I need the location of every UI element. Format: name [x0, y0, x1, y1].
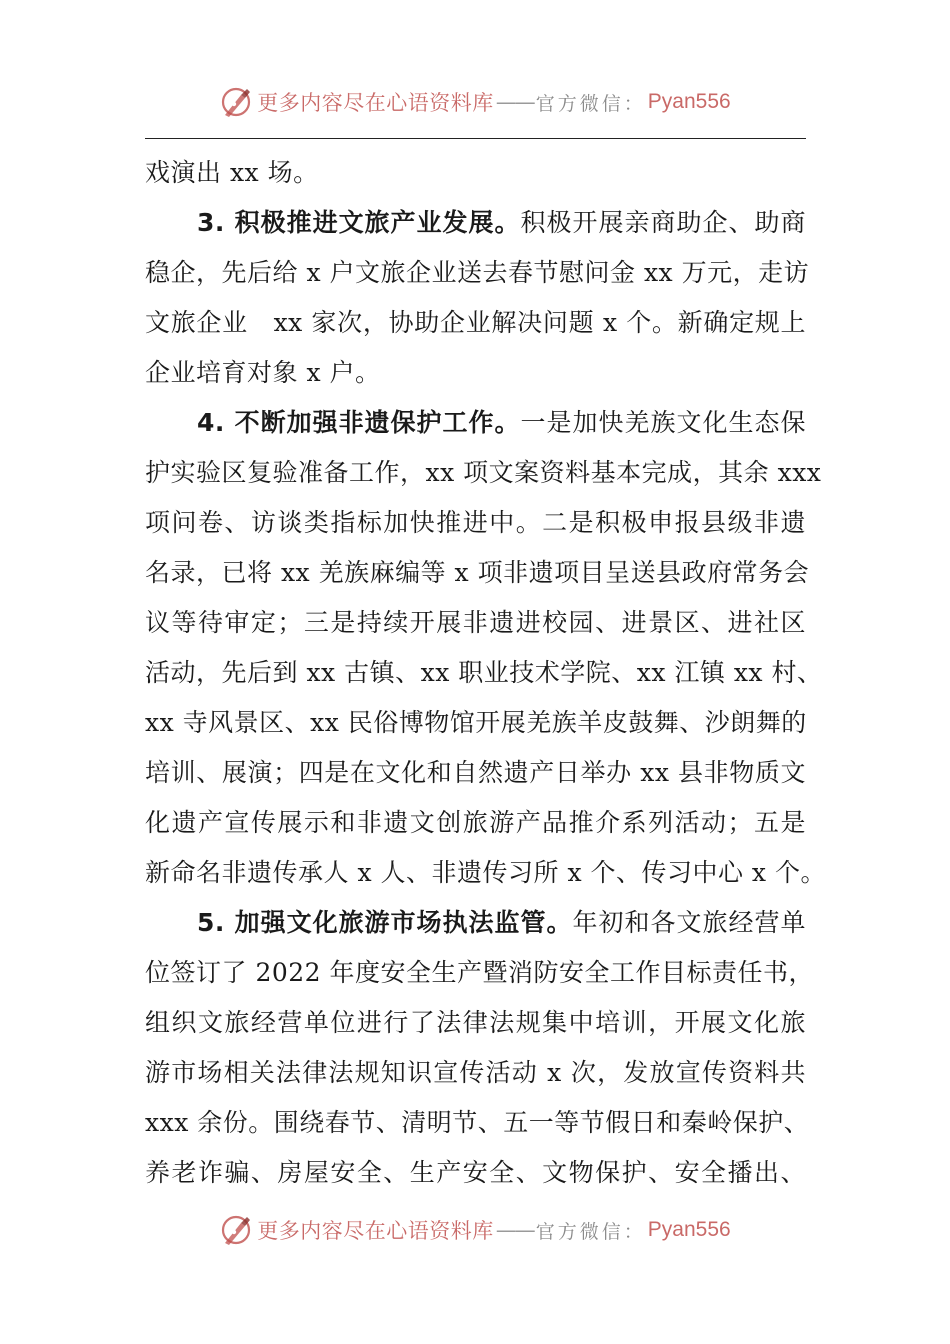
text-line: 戏演出 xx 场。 — [145, 158, 319, 187]
text-line: 议等待审定；三是持续开展非遗进校园、进景区、进社区 — [145, 608, 806, 637]
text-line: 游市场相关法律法规知识宣传活动 x 次，发放宣传资料共 — [145, 1058, 806, 1087]
text-line: 养老诈骗、房屋安全、生产安全、文物保护、安全播出、 — [145, 1158, 806, 1187]
watermark-brand: 更多内容尽在心语资料库 — [257, 1219, 494, 1243]
pen-logo-icon — [219, 1213, 253, 1247]
text-line: 名录，已将 xx 羌族麻编等 x 项非遗项目呈送县政府常务会 — [145, 558, 810, 587]
header-rule — [145, 138, 806, 139]
section-heading: 3. 积极推进文旅产业发展。 — [197, 208, 521, 237]
text-line: xx 寺风景区、xx 民俗博物馆开展羌族羊皮鼓舞、沙朗舞的 — [145, 708, 807, 737]
section-heading: 5. 加强文化旅游市场执法监管。 — [197, 908, 573, 937]
text-line: 培训、展演；四是在文化和自然遗产日举办 xx 县非物质文 — [145, 758, 806, 787]
watermark-wechat-id: Pyan556 — [647, 90, 731, 113]
watermark-dash: —— — [495, 1218, 534, 1242]
text-line: 项问卷、访谈类指标加快推进中。二是积极申报县级非遗 — [145, 508, 806, 537]
section-heading-line: 3. 积极推进文旅产业发展。积极开展亲商助企、助商 — [197, 208, 806, 237]
watermark-dash: —— — [495, 90, 534, 114]
text-line: 化遗产宣传展示和非遗文创旅游产品推介系列活动；五是 — [145, 808, 806, 837]
document-body — [145, 148, 826, 1198]
text-line: 稳企，先后给 x 户文旅企业送去春节慰问金 xx 万元，走访 — [145, 258, 810, 287]
footer-watermark — [0, 1210, 950, 1250]
text-line: 企业培育对象 x 户。 — [145, 358, 381, 387]
pen-logo-icon — [219, 85, 253, 119]
text-line: 组织文旅经营单位进行了法律法规集中培训，开展文化旅 — [145, 1008, 806, 1037]
text-line: 护实验区复验准备工作，xx 项文案资料基本完成，其余 xxx — [145, 458, 822, 487]
text-line: 活动，先后到 xx 古镇、xx 职业技术学院、xx 江镇 xx 村、 — [145, 658, 823, 687]
text-line: 位签订了 2022 年度安全生产暨消防安全工作目标责任书， — [145, 958, 815, 987]
text-line: 新命名非遗传承人 x 人、非遗传习所 x 个、传习中心 x 个。 — [145, 858, 826, 887]
watermark-wechat-id: Pyan556 — [647, 1218, 731, 1241]
watermark-official-label: 官方微信： — [535, 1220, 646, 1243]
header-watermark — [0, 82, 950, 122]
watermark-official-label: 官方微信： — [535, 92, 646, 115]
text-line: xxx 余份。围绕春节、清明节、五一等节假日和秦岭保护、 — [145, 1108, 810, 1137]
watermark-brand: 更多内容尽在心语资料库 — [257, 91, 494, 115]
section-heading: 4. 不断加强非遗保护工作。 — [197, 408, 521, 437]
section-heading-line: 4. 不断加强非遗保护工作。一是加快羌族文化生态保 — [197, 408, 806, 437]
section-heading-line: 5. 加强文化旅游市场执法监管。年初和各文旅经营单 — [197, 908, 806, 937]
text-line: 文旅企业 xx 家次，协助企业解决问题 x 个。新确定规上 — [145, 308, 806, 337]
